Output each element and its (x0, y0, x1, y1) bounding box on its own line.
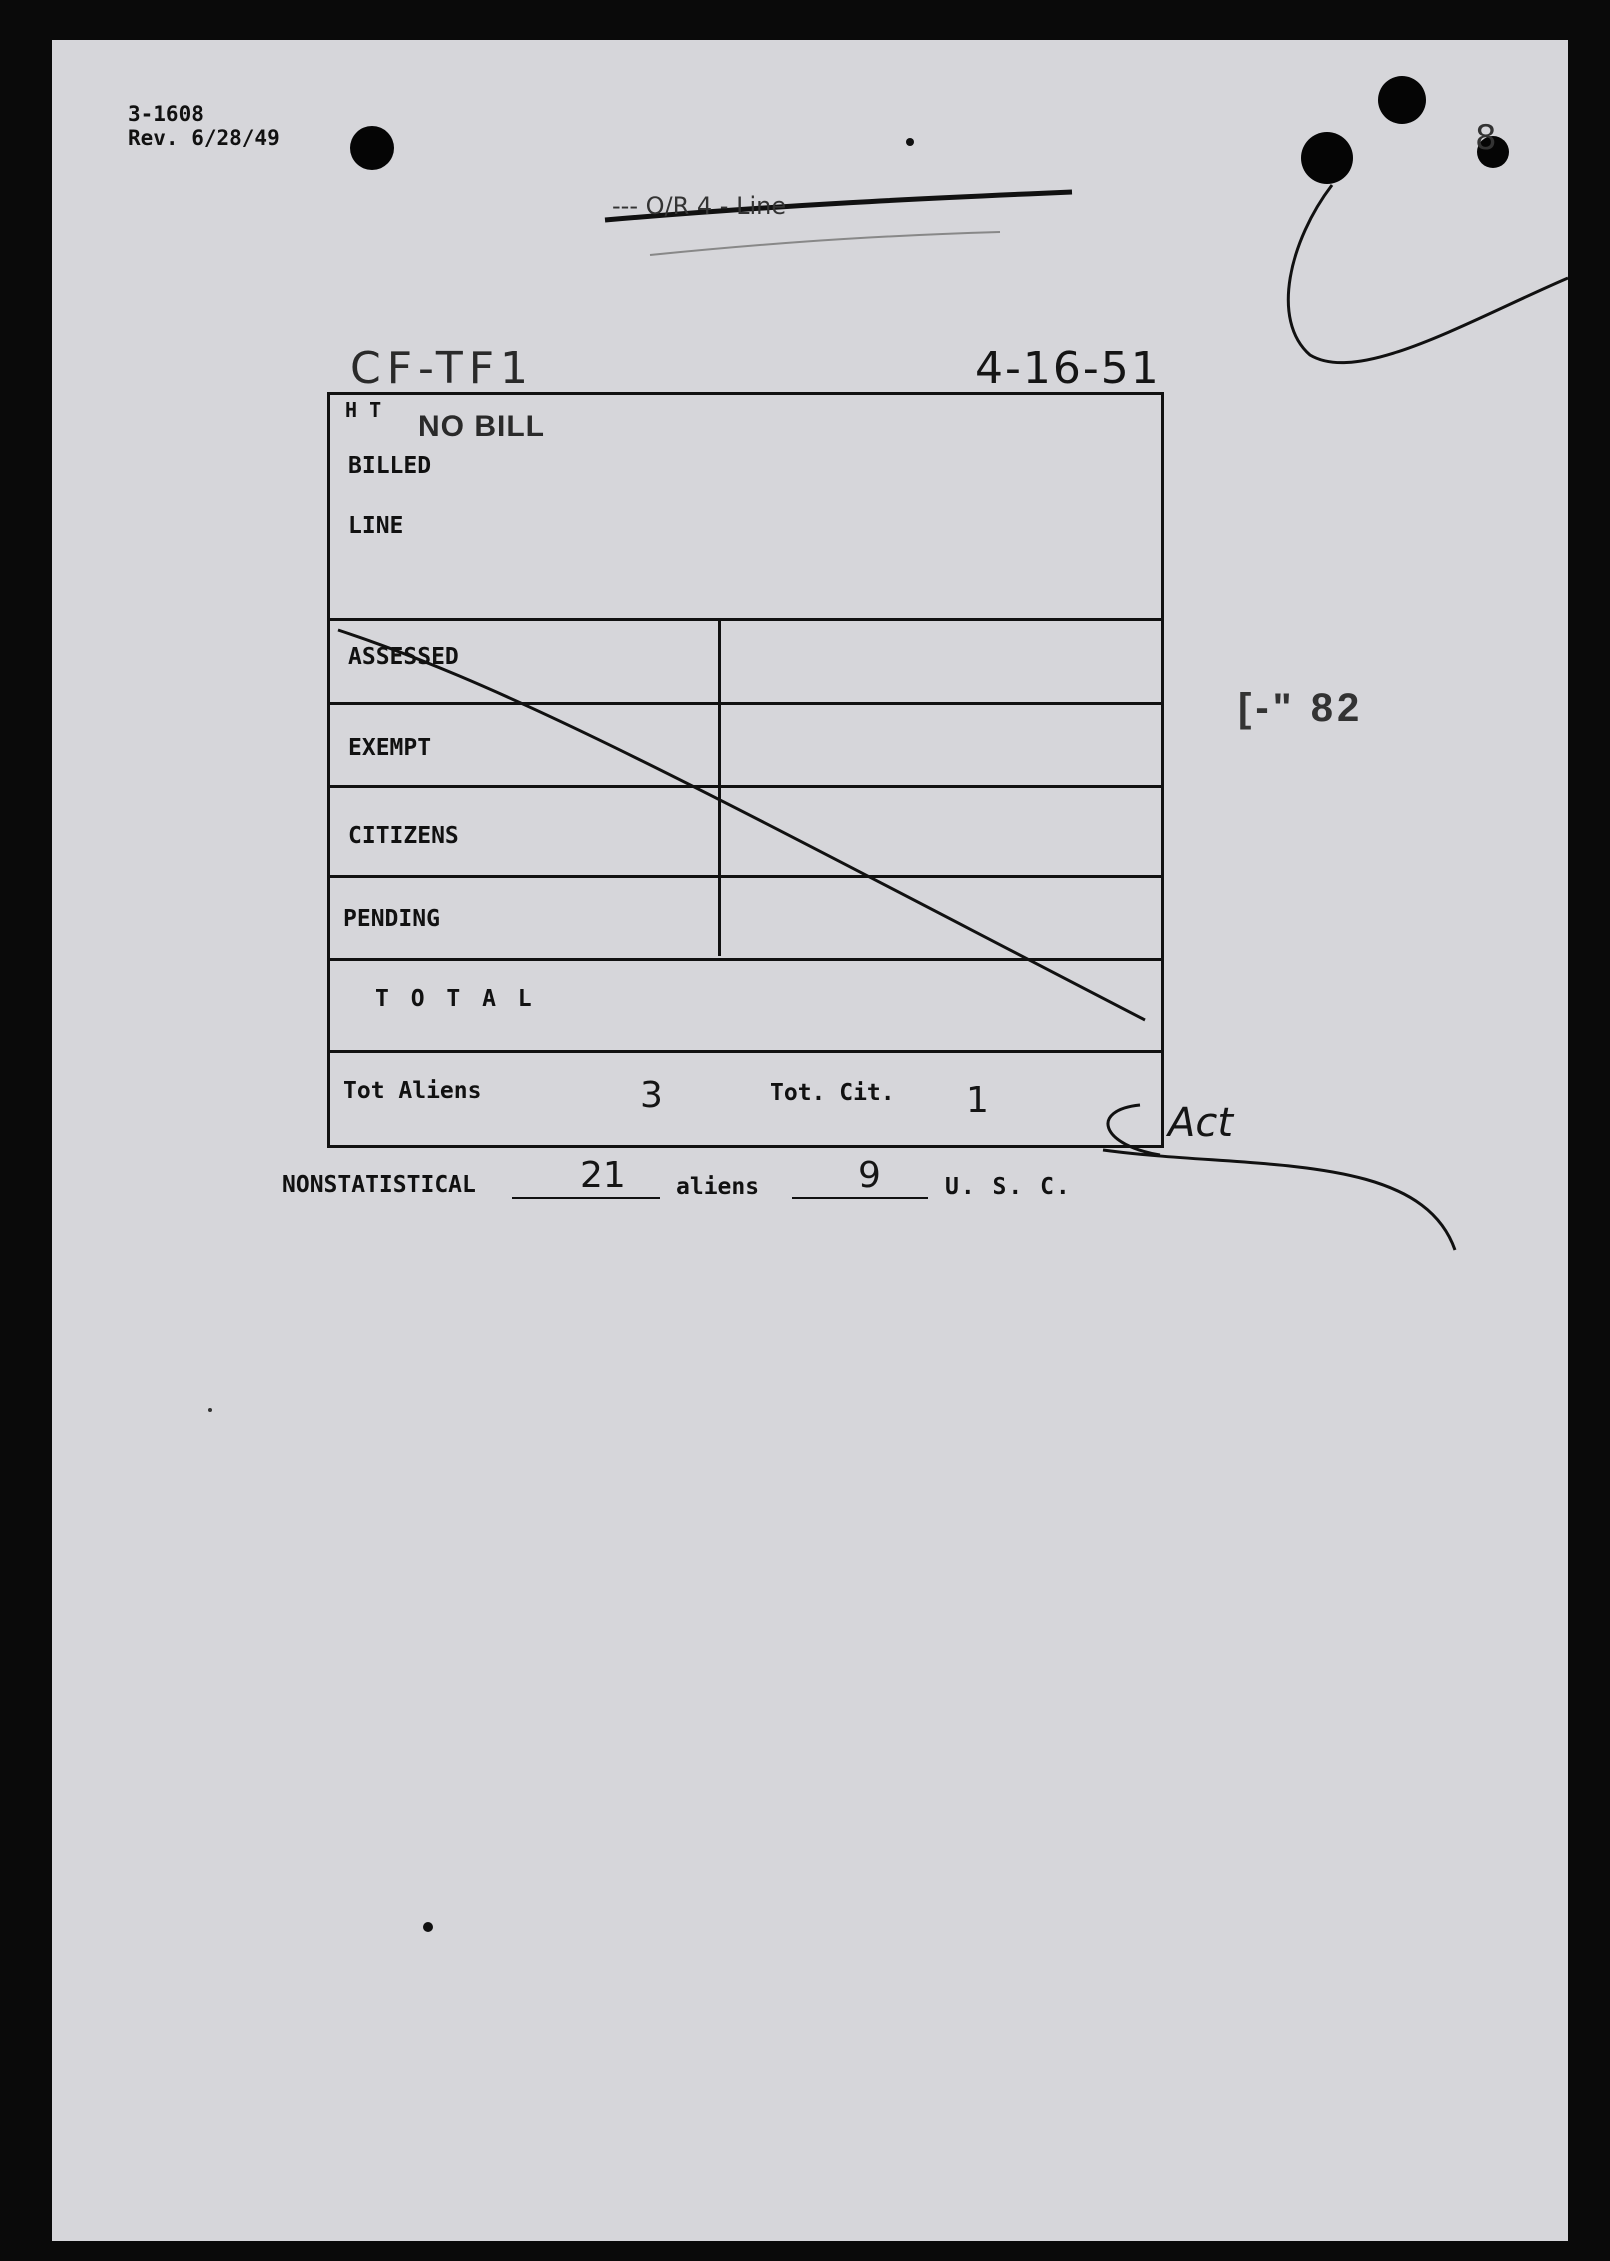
ht-label: H T (345, 398, 382, 422)
row-label-assessed: ASSESSED (348, 644, 459, 670)
crossed-out-note: --- O/R 4 - Line (612, 192, 787, 220)
total-aliens-value: 3 (640, 1075, 663, 1116)
initials: Act (1168, 1100, 1234, 1146)
corner-mark: 8 (1475, 118, 1497, 158)
table-rule (327, 1050, 1164, 1053)
table-rule (327, 875, 1164, 878)
punch-hole (1378, 76, 1426, 124)
table-rule (327, 958, 1164, 961)
total-aliens-label: Tot Aliens (343, 1078, 482, 1104)
form-number: 3-1608 (128, 102, 204, 126)
ink-dot (906, 138, 914, 146)
ink-dot (208, 1408, 212, 1412)
total-citizens-label: Tot. Cit. (770, 1080, 895, 1106)
row-label-exempt: EXEMPT (348, 735, 432, 761)
billed-label: BILLED (348, 453, 432, 479)
table-rule (327, 618, 1164, 621)
office-code: CF-TF1 (350, 343, 535, 394)
loop-scribble (1288, 185, 1568, 363)
line-label: LINE (348, 513, 404, 539)
nonstatistical-aliens-label: aliens (676, 1174, 760, 1200)
aliens-blank (512, 1197, 660, 1199)
tally-form (327, 392, 1164, 1148)
form-revision: Rev. 6/28/49 (128, 126, 280, 150)
total-label: T O T A L (375, 986, 536, 1012)
row-label-citizens: CITIZENS (348, 823, 459, 849)
nonstatistical-usc-value: 9 (858, 1155, 881, 1196)
no-bill-stamp: NO BILL (418, 410, 545, 443)
side-stamp: [-" 82 (1238, 686, 1364, 730)
nonstatistical-usc-label: U. S. C. (945, 1174, 1072, 1200)
row-label-pending: PENDING (343, 906, 440, 932)
nonstatistical-label: NONSTATISTICAL (282, 1172, 476, 1198)
faint-line (650, 232, 1000, 255)
punch-hole (350, 126, 394, 170)
column-divider (718, 620, 721, 956)
table-rule (327, 785, 1164, 788)
handwritten-date: 4-16-51 (975, 343, 1161, 394)
usc-blank (792, 1197, 928, 1199)
punch-hole (1301, 132, 1353, 184)
table-rule (327, 702, 1164, 705)
total-citizens-value: 1 (966, 1080, 989, 1121)
nonstatistical-aliens-value: 21 (580, 1155, 626, 1196)
ink-dot (423, 1922, 433, 1932)
